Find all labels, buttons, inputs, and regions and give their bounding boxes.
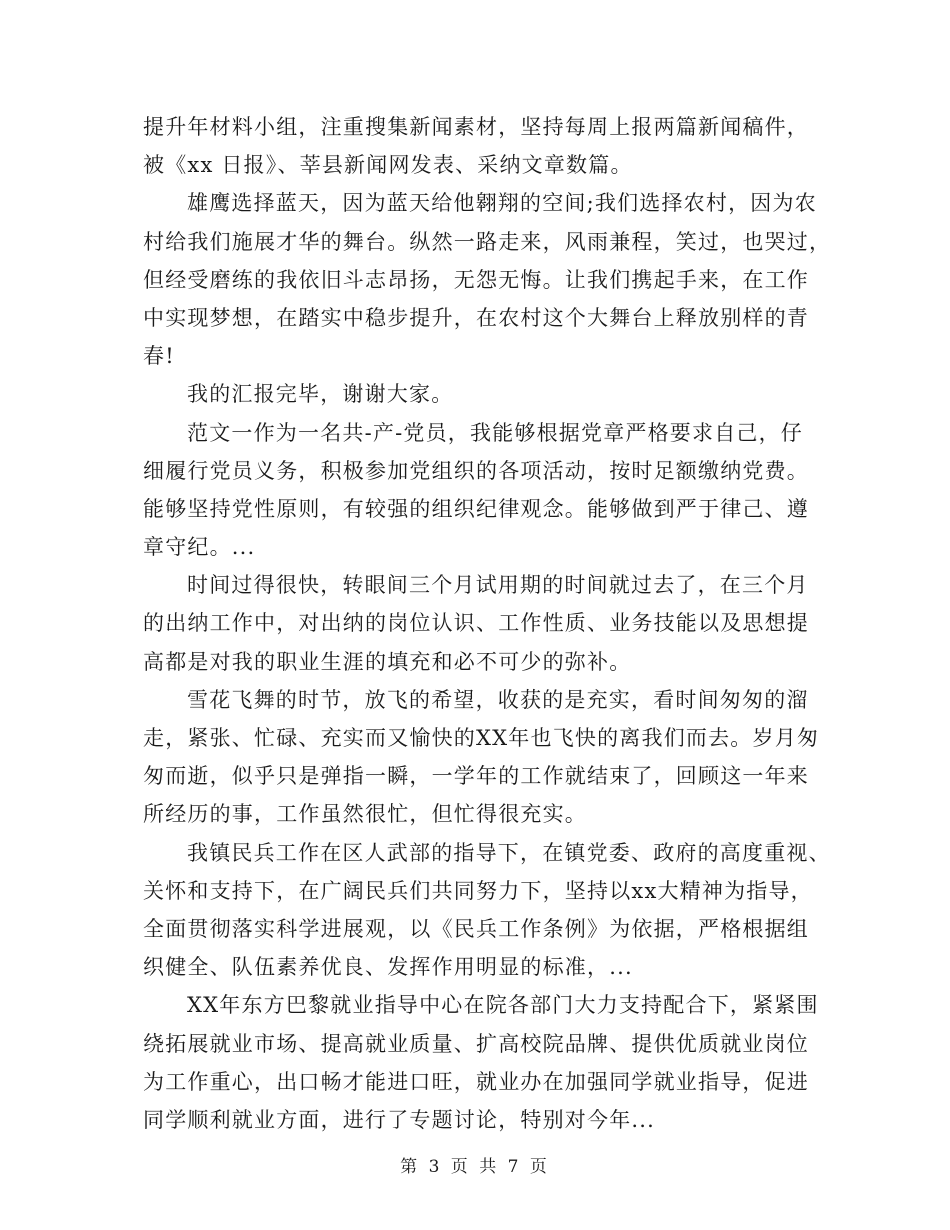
text-line: 雄鹰选择蓝天，因为蓝天给他翱翔的空间;我们选择农村，因为农 [187,191,817,216]
text-line: 的出纳工作中，对出纳的岗位认识、工作性质、业务技能以及思想提 [143,611,809,636]
paragraph-probation [143,566,823,681]
page-footer: 第 3 页 共 7 页 [400,1157,550,1177]
text-line: 但经受磨练的我依旧斗志昂扬，无怨无悔。让我们携起手来，在工作 [143,267,809,292]
body-text [143,108,832,1139]
text-line: 全面贯彻落实科学进展观，以《民兵工作条例》为依据，严格根据组 [143,916,809,941]
text-line: 匆而逝，似乎只是弹指一瞬，一学年的工作就结束了，回顾这一年来 [143,764,809,789]
text-line: 绕拓展就业市场、提高就业质量、扩高校院品牌、提供优质就业岗位 [143,1031,809,1056]
text-line: 范文一作为一名共-产-党员，我能够根据党章严格要求自己，仔 [187,420,803,445]
text-line: 我镇民兵工作在区人武部的指导下，在镇党委、政府的高度重视、 [187,840,831,865]
paragraph-employment [143,986,823,1139]
paragraph-continuation [143,108,823,184]
text-line: 春! [143,344,175,369]
text-line: 细履行党员义务，积极参加党组织的各项活动，按时足额缴纳党费。 [143,458,809,483]
text-line: 章守纪。... [143,535,256,560]
text-line: 所经历的事，工作虽然很忙，但忙得很充实。 [143,802,587,827]
paragraph-militia [143,834,831,987]
text-line: 被《xx 日报》、莘县新闻网发表、采纳文章数篇。 [143,153,633,178]
text-line: 时间过得很快，转眼间三个月试用期的时间就过去了，在三个月 [187,573,809,598]
paragraph-eagle [143,184,832,375]
text-line: 中实现梦想，在踏实中稳步提升，在农村这个大舞台上释放别样的青 [143,305,809,330]
text-line: 能够坚持党性原则，有较强的组织纪律观念。能够做到严于律己、遵 [143,496,809,521]
text-line: 走，紧张、忙碌、充实而又愉快的XX年也飞快的离我们而去。岁月匆 [143,726,820,750]
text-line: 同学顺利就业方面，进行了专题讨论，特别对今年... [143,1107,656,1132]
text-line: 我的汇报完毕，谢谢大家。 [187,382,454,407]
text-line: 雪花飞舞的时节，放飞的希望，收获的是充实，看时间匆匆的溜 [187,687,809,712]
text-line: 村给我们施展才华的舞台。纵然一路走来，风雨兼程，笑过，也哭过， [143,229,832,254]
paragraph-sample-one [143,414,823,567]
text-line: XX年东方巴黎就业指导中心在院各部门大力支持配合下，紧紧围 [187,993,819,1018]
text-line: 关怀和支持下，在广阔民兵们共同努力下，坚持以xx大精神为指导， [143,878,813,903]
text-line: 提升年材料小组，注重搜集新闻素材，坚持每周上报两篇新闻稿件， [143,115,809,139]
text-line: 高都是对我的职业生涯的填充和必不可少的弥补。 [143,649,632,674]
text-line: 织健全、队伍素养优良、发挥作用明显的标准，... [143,955,633,980]
paragraph-snow [143,681,823,834]
paragraph-closing [143,375,823,413]
text-line: 为工作重心，出口畅才能进口旺，就业办在加强同学就业指导，促进 [143,1069,809,1094]
